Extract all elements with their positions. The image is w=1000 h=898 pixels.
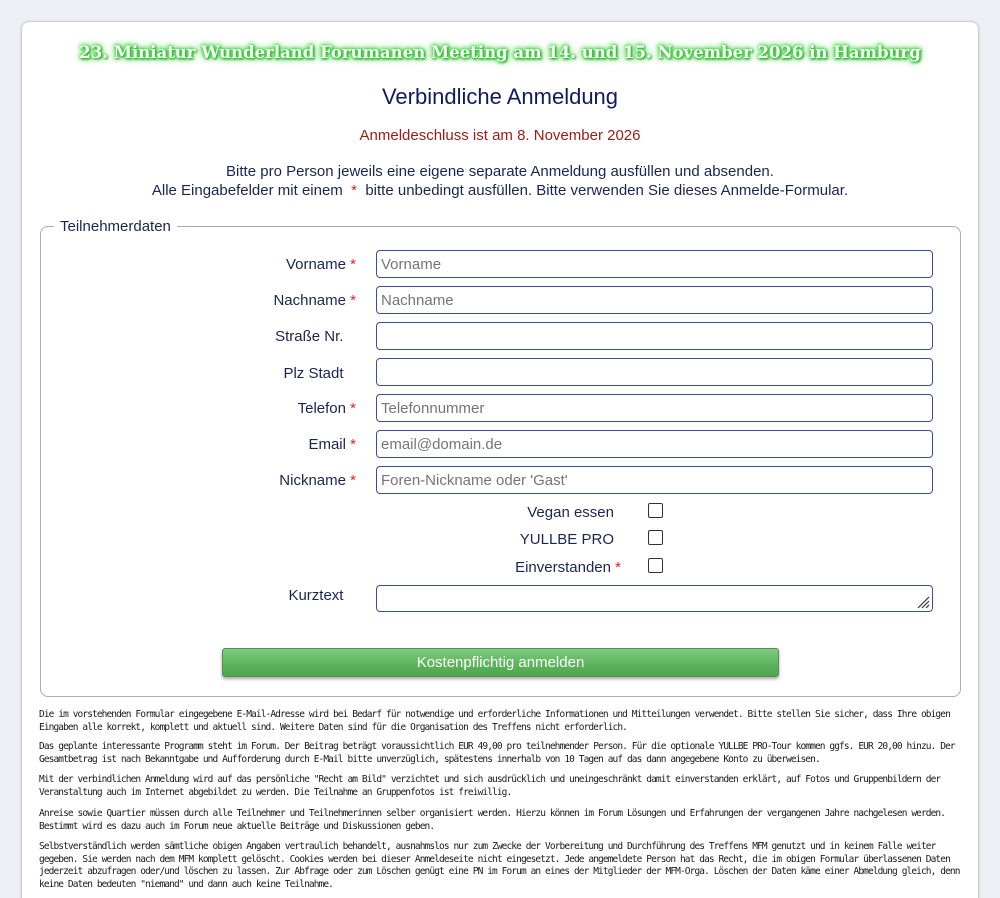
page-title: Verbindliche Anmeldung xyxy=(381,84,619,109)
footer-paragraph-travel: Anreise sowie Quartier müssen durch alle Teilnehmer und Teilnehmerinnen selber organisiert werden. Hierzu können im Forum Lösungen und Erfahrungen der vergangenen Jahre nachgelesen werden. Bestimmt wird es dazu auch im Forum neue aktuelle Beiträge und Diskussionen geben. xyxy=(39,808,946,832)
info-line-1: Bitte pro Person jeweils eine eigene separate Anmeldung ausfüllen und absenden. xyxy=(226,163,774,180)
einverstanden-checkbox[interactable] xyxy=(648,558,663,573)
telefon-input[interactable] xyxy=(376,394,933,422)
kurztext-label-text: Kurztext xyxy=(288,587,344,604)
required-star: * xyxy=(350,472,356,489)
vegan-label: Vegan essen xyxy=(527,504,614,521)
required-star: * xyxy=(350,436,356,453)
email-label-text: Email xyxy=(308,436,346,453)
einverstanden-label-text: Einverstanden xyxy=(515,559,611,576)
yullbe-label: YULLBE PRO xyxy=(519,531,614,548)
required-star: * xyxy=(351,182,357,199)
nachname-label-text: Nachname xyxy=(273,292,346,309)
strasse-input[interactable] xyxy=(376,322,933,350)
required-star: * xyxy=(350,400,356,417)
telefon-label xyxy=(56,400,356,417)
nickname-label xyxy=(56,472,356,489)
event-banner: 23. Miniatur Wunderland Forumanen Meeting am 14. und 15. November 2026 in Hamburg xyxy=(79,43,921,62)
footer-paragraph-email: Die im vorstehenden Formular eingegebene E-Mail-Adresse wird bei Bedarf für notwendige und erforderliche Informationen und Mitteilungen verwendet. Bitte stellen Sie sicher, dass Ihre obigen Eingaben alle korrekt, komplett und aktuell sind. Weitere Daten sind für die Organisation des Treffens nicht erforderlich. xyxy=(39,709,950,733)
fieldset-legend: Teilnehmerdaten xyxy=(54,218,177,235)
email-input[interactable] xyxy=(376,430,933,458)
footer-paragraph-fee: Das geplante interessante Programm steht im Forum. Der Beitrag beträgt voraussichtlich EUR 49,00 pro teilnehmender Person. Für die optionale YULLBE PRO-Tour kommen ggfs. EUR 20,00 hinzu. Der Gesamtbetrag ist nach Bekanntgabe und Aufforderung durch E-Mail bitte unverzüglich, spätestens innerhalb von 10 Tagen auf das dann angegebene Konto zu überweisen. xyxy=(39,741,955,765)
resize-grip-icon[interactable] xyxy=(916,595,930,609)
email-label xyxy=(56,436,356,453)
kurztext-textarea[interactable] xyxy=(376,585,933,612)
yullbe-checkbox[interactable] xyxy=(648,530,663,545)
required-star: * xyxy=(350,292,356,309)
footer-paragraph-privacy: Selbstverständlich werden sämtliche obigen Angaben vertraulich behandelt, ausnahmslos nur zum Zwecke der Vorbereitung und Durchführung des Treffens MFM genutzt und in keinem Falle weiter gegeben. Sie werden nach dem MFM komplett gelöscht. Cookies werden bei dieser Anmeldeseite nicht eingesetzt. Jede angemeldete Person hat das Recht, die im obigen Formular überlassenen Daten jederzeit abzufragen oder/und löschen zu lassen. Zur Abfrage oder zum Löschen genügt eine PN im Forum an eines der Mitglieder der MFM-Orga. Löschen der Daten käme einer Abmeldung gleich, denn keine Daten bedeuten "niemand" und dann auch keine Teilnahme. xyxy=(39,841,960,890)
info-line-2-start: Alle Eingabefelder mit einem xyxy=(151,182,343,199)
plz-input[interactable] xyxy=(376,358,933,386)
nachname-input[interactable] xyxy=(376,286,933,314)
vorname-input[interactable] xyxy=(376,250,933,278)
vegan-checkbox[interactable] xyxy=(648,503,663,518)
vorname-label xyxy=(56,256,356,273)
submit-button[interactable]: Kostenpflichtig anmelden xyxy=(222,648,779,677)
vorname-label-text: Vorname xyxy=(285,256,346,273)
kurztext-label xyxy=(56,587,356,604)
nickname-label-text: Nickname xyxy=(279,472,346,489)
plz-label-text: Plz Stadt xyxy=(283,365,344,382)
nickname-input[interactable] xyxy=(376,466,933,494)
deadline-notice: Anmeldeschluss ist am 8. November 2026 xyxy=(359,127,641,144)
einverstanden-label xyxy=(321,559,621,576)
telefon-label-text: Telefon xyxy=(297,400,346,417)
footer-paragraph-photo: Mit der verbindlichen Anmeldung wird auf das persönliche "Recht am Bild" verzichtet und sich ausdrücklich und uneingeschränkt damit einverstanden erklärt, auf Fotos und Gruppenbildern der Veranstaltung auch im Internet abgebildet zu werden. Die Teilnahme an Gruppenfotos ist freiwillig. xyxy=(39,774,941,798)
strasse-label xyxy=(56,328,356,345)
required-star: * xyxy=(615,559,621,576)
strasse-label-text: Straße Nr. xyxy=(275,328,344,345)
nachname-label xyxy=(56,292,356,309)
info-line-2 xyxy=(0,182,1000,199)
plz-label xyxy=(56,365,356,382)
required-star: * xyxy=(350,256,356,273)
info-line-2-end: bitte unbedingt ausfüllen. Bitte verwenden Sie dieses Anmelde-Formular. xyxy=(365,182,849,199)
